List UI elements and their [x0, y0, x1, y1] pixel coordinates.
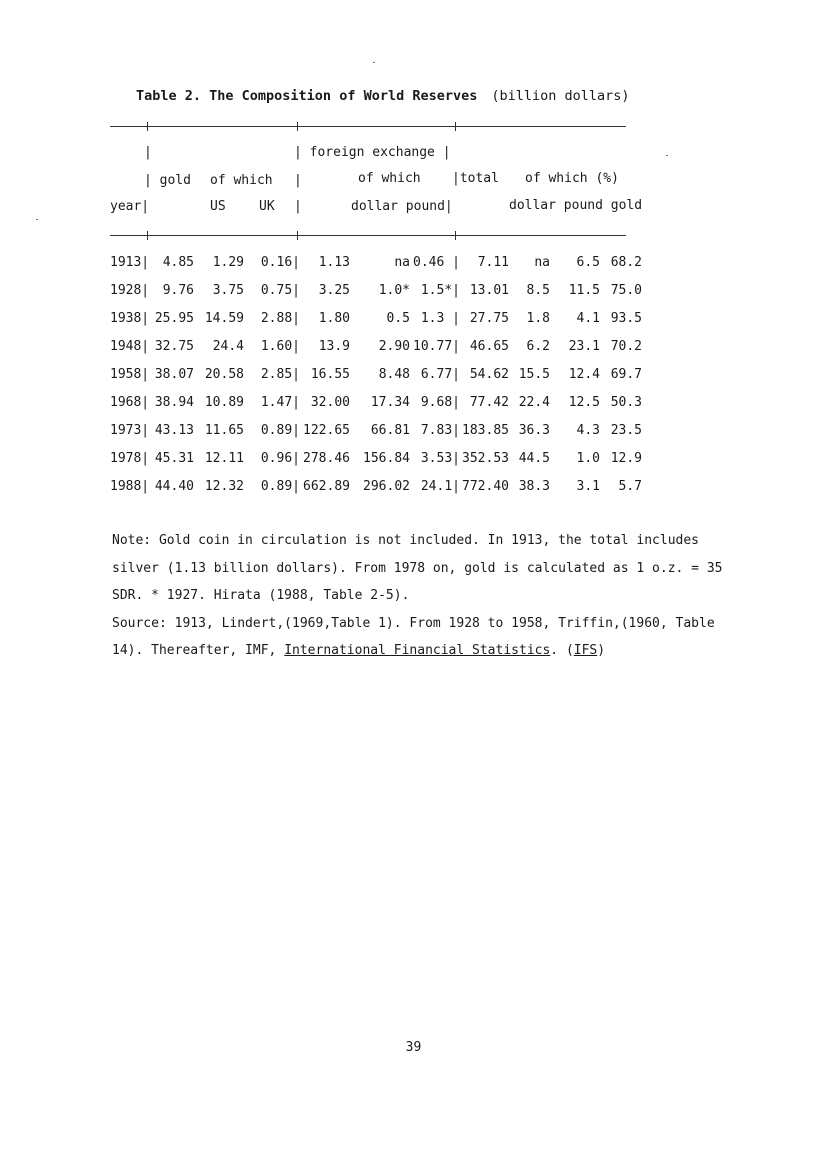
cell-total: 46.65	[469, 339, 509, 354]
cell-fx-dollar: 0.5	[386, 311, 410, 326]
cell-total: 27.75	[469, 311, 509, 326]
cell-fx-dollar: 296.02	[363, 479, 410, 494]
cell-us: 20.58	[204, 367, 244, 382]
cell-fx-total: 32.00	[310, 395, 350, 410]
cell-pct-dollar: 15.5	[518, 367, 550, 382]
cell-us: 3.75	[212, 283, 244, 298]
cell-gold: 45.31	[154, 451, 194, 466]
cell-uk: 1.60|	[260, 339, 300, 354]
source-punct: . (	[550, 643, 574, 658]
cell-pct-dollar: 8.5	[526, 283, 550, 298]
cell-year: 1938|	[110, 311, 150, 326]
cell-fx-total: 278.46	[303, 451, 350, 466]
cell-uk: 1.47|	[260, 395, 300, 410]
table-row	[110, 339, 670, 359]
table-notes	[112, 527, 752, 665]
cell-uk: 2.85|	[260, 367, 300, 382]
cell-year: 1928|	[110, 283, 150, 298]
source-paragraph	[112, 610, 752, 665]
table-top-rule	[110, 126, 626, 127]
cell-pct-gold: 12.9	[610, 451, 642, 466]
cell-year: 1958|	[110, 367, 150, 382]
cell-pct-gold: 75.0	[610, 283, 642, 298]
header-total: |total	[452, 171, 499, 186]
table-title-text: Table 2. The Composition of World Reserves	[136, 88, 478, 104]
cell-pct-pound: 12.4	[568, 367, 600, 382]
cell-total: 77.42	[469, 395, 509, 410]
cell-fx-dollar: 1.0*	[378, 283, 410, 298]
table-row	[110, 395, 670, 415]
rule-tick	[297, 231, 298, 240]
cell-pct-pound: 12.5	[568, 395, 600, 410]
cell-pct-pound: 6.5	[576, 255, 600, 270]
cell-total: 13.01	[469, 283, 509, 298]
cell-us: 24.4	[212, 339, 244, 354]
header-foreign-exchange: | foreign exchange |	[294, 145, 451, 160]
note-paragraph: Note: Gold coin in circulation is not included. In 1913, the total includes silver (1.13 billion dollars). From 1978 on, gold is calculated as 1 o.z. = 35 SDR. * 1927. Hirata (1988, Table 2-5).	[112, 533, 723, 603]
cell-pct-pound: 1.0	[576, 451, 600, 466]
cell-us: 1.29	[212, 255, 244, 270]
cell-us: 14.59	[204, 311, 244, 326]
cell-pct-pound: 4.1	[576, 311, 600, 326]
cell-fx-total: 16.55	[310, 367, 350, 382]
cell-pct-pound: 11.5	[568, 283, 600, 298]
rule-tick	[297, 122, 298, 131]
cell-year: 1973|	[110, 423, 150, 438]
table-row	[110, 479, 670, 499]
cell-total: 54.62	[469, 367, 509, 382]
cell-gold: 44.40	[154, 479, 194, 494]
header-us: US	[210, 199, 226, 214]
cell-fx-pound: 1.5*|	[420, 283, 460, 298]
cell-pct-dollar: 36.3	[518, 423, 550, 438]
page-number: 39	[405, 1040, 422, 1055]
cell-total: 352.53	[462, 451, 509, 466]
cell-gold: 38.07	[154, 367, 194, 382]
cell-pct-gold: 68.2	[610, 255, 642, 270]
table-header-rule	[110, 235, 626, 236]
cell-year: 1968|	[110, 395, 150, 410]
cell-total: 183.85	[462, 423, 509, 438]
cell-pct-pound: 3.1	[576, 479, 600, 494]
cell-fx-dollar: na	[394, 255, 410, 270]
table-title	[136, 88, 630, 104]
cell-fx-total: 1.13	[318, 255, 350, 270]
rule-tick	[147, 231, 148, 240]
cell-fx-pound: 0.46 |	[413, 255, 460, 270]
cell-pct-gold: 69.7	[610, 367, 642, 382]
scan-speck	[36, 219, 38, 220]
cell-fx-pound: 1.3 |	[420, 311, 460, 326]
source-abbrev: IFS	[573, 643, 598, 658]
cell-fx-dollar: 66.81	[370, 423, 410, 438]
cell-pct-dollar: 6.2	[526, 339, 550, 354]
header-gold: | gold	[144, 173, 191, 188]
cell-pct-gold: 93.5	[610, 311, 642, 326]
header-dollar-pound: dollar pound|	[351, 199, 453, 214]
cell-pct-dollar: 38.3	[518, 479, 550, 494]
table-row	[110, 423, 670, 443]
cell-fx-dollar: 17.34	[370, 395, 410, 410]
cell-uk: 0.89|	[260, 423, 300, 438]
table-unit: (billion dollars)	[491, 88, 630, 104]
cell-pct-pound: 23.1	[568, 339, 600, 354]
cell-pct-dollar: 1.8	[526, 311, 550, 326]
cell-fx-dollar: 2.90	[378, 339, 410, 354]
cell-fx-pound: 9.68|	[420, 395, 460, 410]
header-of-which-fx: of which	[358, 171, 421, 186]
cell-us: 10.89	[204, 395, 244, 410]
cell-fx-pound: 10.77|	[413, 339, 460, 354]
header-dollar-pound-gold: dollar pound gold	[509, 198, 643, 213]
cell-fx-pound: 24.1|	[420, 479, 460, 494]
table-row	[110, 367, 670, 387]
cell-total: 772.40	[462, 479, 509, 494]
cell-year: 1913|	[110, 255, 150, 270]
cell-fx-pound: 6.77|	[420, 367, 460, 382]
cell-year: 1988|	[110, 479, 150, 494]
cell-uk: 0.16|	[260, 255, 300, 270]
cell-uk: 2.88|	[260, 311, 300, 326]
cell-fx-pound: 7.83|	[420, 423, 460, 438]
header-uk: UK	[259, 199, 275, 214]
source-close: )	[597, 643, 606, 658]
cell-gold: 43.13	[154, 423, 194, 438]
source-text: Source: 1913, Lindert,(1969,Table 1). From 1928 to 1958, Triffin,(1960, Table 14). Thereafter, IMF,	[112, 615, 715, 658]
cell-fx-total: 13.9	[318, 339, 350, 354]
header-sep: |	[294, 199, 302, 214]
cell-year: 1978|	[110, 451, 150, 466]
cell-pct-dollar: 22.4	[518, 395, 550, 410]
cell-pct-gold: 23.5	[610, 423, 642, 438]
cell-fx-pound: 3.53|	[420, 451, 460, 466]
cell-gold: 38.94	[154, 395, 194, 410]
cell-uk: 0.75|	[260, 283, 300, 298]
cell-us: 12.11	[204, 451, 244, 466]
cell-pct-dollar: 44.5	[518, 451, 550, 466]
cell-total: 7.11	[477, 255, 509, 270]
cell-fx-total: 3.25	[318, 283, 350, 298]
header-year: year|	[110, 199, 150, 214]
cell-pct-pound: 4.3	[576, 423, 600, 438]
scan-speck	[666, 155, 668, 156]
table-row	[110, 255, 670, 275]
header-of-which-pct: of which (%)	[525, 171, 619, 186]
cell-gold: 9.76	[162, 283, 194, 298]
cell-year: 1948|	[110, 339, 150, 354]
scan-speck	[373, 62, 375, 63]
header-of-which-gold: of which	[210, 173, 273, 188]
cell-uk: 0.89|	[260, 479, 300, 494]
cell-fx-dollar: 8.48	[378, 367, 410, 382]
table-row	[110, 311, 670, 331]
cell-gold: 25.95	[154, 311, 194, 326]
cell-fx-total: 122.65	[303, 423, 350, 438]
cell-us: 11.65	[204, 423, 244, 438]
cell-gold: 32.75	[154, 339, 194, 354]
cell-pct-dollar: na	[534, 255, 550, 270]
cell-fx-total: 1.80	[318, 311, 350, 326]
cell-fx-total: 662.89	[303, 479, 350, 494]
source-publication: International Financial Statistics	[284, 643, 551, 658]
header-sep: |	[294, 173, 302, 188]
table-row	[110, 283, 670, 303]
rule-tick	[147, 122, 148, 131]
cell-us: 12.32	[204, 479, 244, 494]
cell-uk: 0.96|	[260, 451, 300, 466]
cell-pct-gold: 50.3	[610, 395, 642, 410]
cell-pct-gold: 5.7	[618, 479, 642, 494]
header-sep: |	[144, 145, 152, 160]
rule-tick	[455, 231, 456, 240]
cell-gold: 4.85	[162, 255, 194, 270]
rule-tick	[455, 122, 456, 131]
table-row	[110, 451, 670, 471]
cell-fx-dollar: 156.84	[363, 451, 410, 466]
cell-pct-gold: 70.2	[610, 339, 642, 354]
